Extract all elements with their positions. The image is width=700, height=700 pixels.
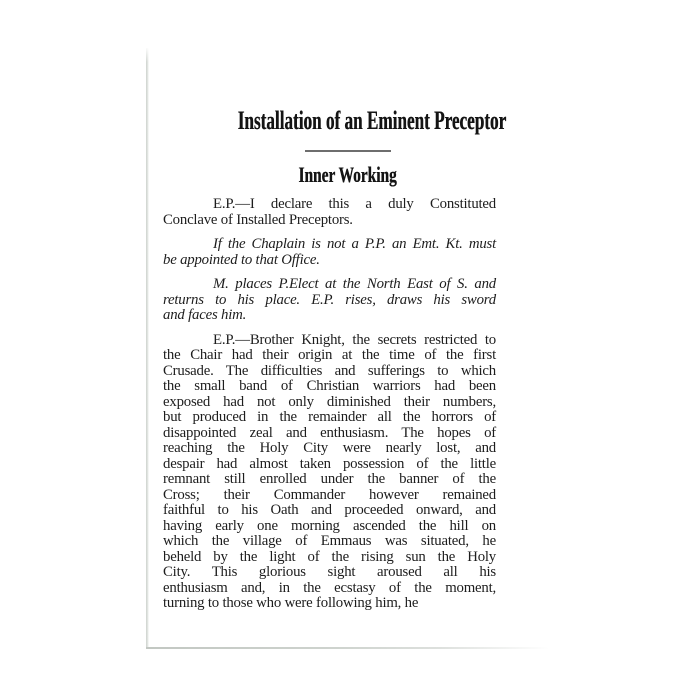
text-line: which the village of Emmaus was situated, he: [163, 533, 496, 549]
text-line: M. places P.Elect at the North East of S. and: [213, 276, 496, 292]
page-bottom-edge: [146, 647, 566, 649]
text-line: the Chair had their origin at the time of the first: [163, 347, 496, 363]
section-heading: Inner Working: [298, 162, 397, 187]
placement-rubric: [163, 277, 496, 324]
text-line: turning to those who were following him, he: [163, 595, 419, 611]
text-line: beheld by the light of the rising sun the Holy: [163, 548, 496, 565]
text-line: faithful to his Oath and proceeded onward, and: [163, 502, 496, 518]
text-line: but produced in the remainder all the horrors of: [163, 409, 496, 425]
text-line: remnant still enrolled under the banner of the: [163, 471, 496, 487]
title-divider: [305, 150, 391, 152]
text-line: despair had almost taken possession of the little: [163, 455, 496, 472]
page-body-text: [163, 197, 496, 612]
text-line: the small band of Christian warriors had been: [163, 378, 496, 394]
text-line: E.P.—Brother Knight, the secrets restricted to: [213, 331, 496, 348]
text-line: be appointed to that Office.: [163, 251, 320, 268]
text-line: enthusiasm and, in the ecstasy of the moment,: [163, 579, 496, 596]
text-line: reaching the Holy City were nearly lost, and: [163, 440, 496, 456]
address-paragraph: [163, 333, 496, 612]
text-line: Conclave of Installed Preceptors.: [163, 211, 353, 228]
page-content: [163, 106, 507, 612]
text-line: having early one morning ascended the hill on: [163, 517, 496, 534]
text-line: and faces him.: [163, 307, 247, 323]
text-line: E.P.—I declare this a duly Constituted: [213, 196, 496, 212]
text-line: disappointed zeal and enthusiasm. The hopes of: [163, 424, 496, 441]
text-line: If the Chaplain is not a P.P. an Emt. Kt. must: [213, 236, 496, 252]
chaplain-rubric: [163, 237, 496, 268]
text-line: City. This glorious sight aroused all his: [163, 564, 496, 580]
text-line: returns to his place. E.P. rises, draws his sword: [163, 291, 496, 308]
text-line: Cross; their Commander however remained: [163, 486, 496, 503]
declaration-paragraph: [163, 197, 496, 228]
scanned-page: [146, 48, 566, 648]
page-fold-edge: [146, 48, 149, 648]
text-line: Crusade. The difficulties and sufferings to which: [163, 362, 496, 379]
text-line: exposed had not only diminished their numbers,: [163, 393, 496, 410]
page-title: Installation of an Eminent Preceptor: [237, 106, 507, 135]
